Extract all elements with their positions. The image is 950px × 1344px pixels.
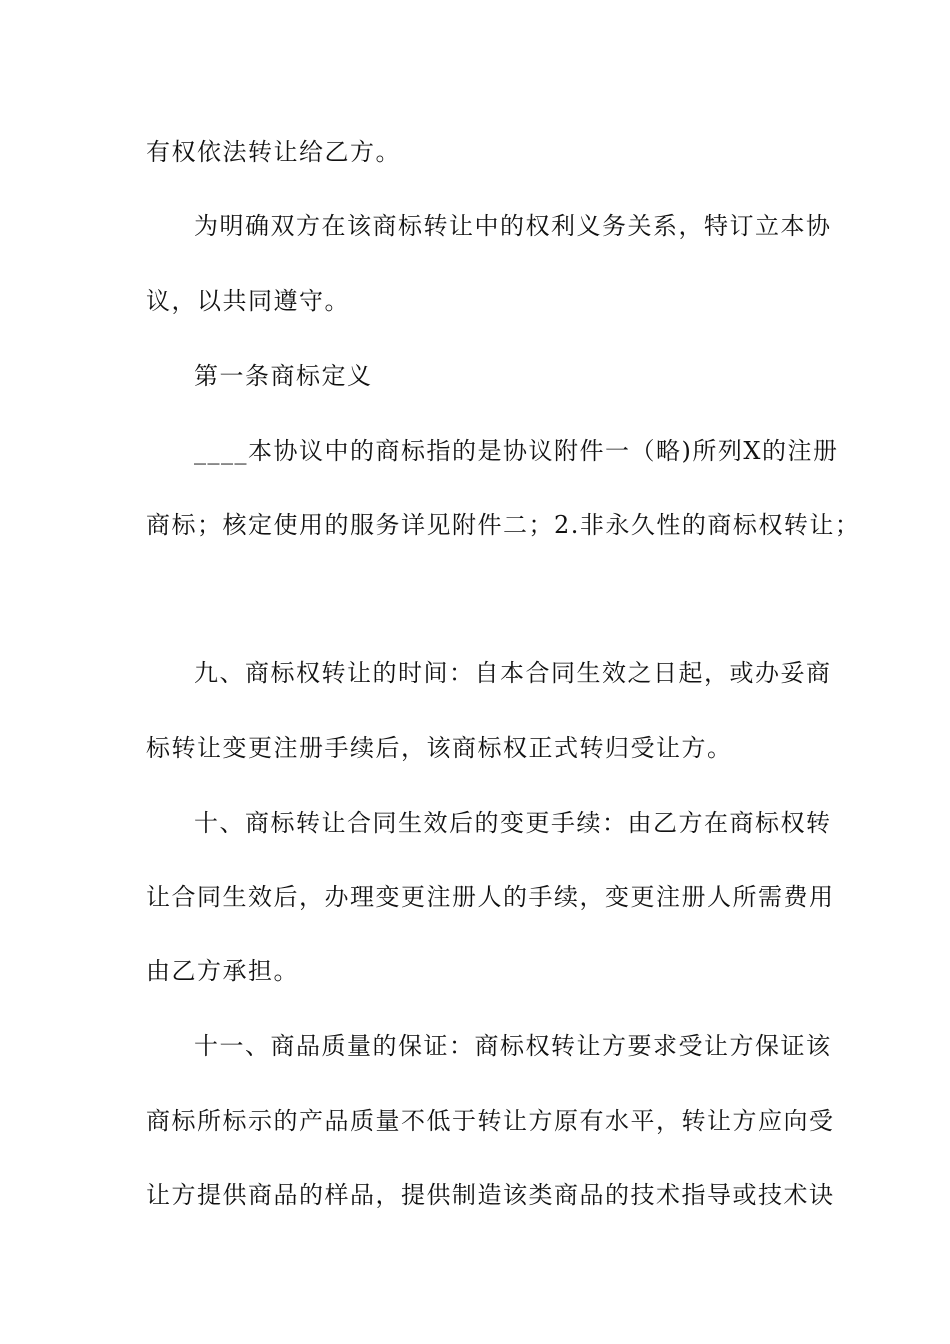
paragraph-line: 由乙方承担。: [146, 957, 299, 985]
paragraph-line: 十、商标转让合同生效后的变更手续：由乙方在商标权转: [194, 809, 832, 837]
paragraph-line: 为明确双方在该商标转让中的权利义务关系，特订立本协: [194, 212, 832, 240]
section-heading: 第一条商标定义: [194, 362, 373, 390]
paragraph-line: 商标所标示的产品质量不低于转让方原有水平，转让方应向受: [146, 1107, 835, 1135]
paragraph-line: 让合同生效后，办理变更注册人的手续，变更注册人所需费用: [146, 883, 835, 911]
paragraph-line: 让方提供商品的样品，提供制造该类商品的技术指导或技术诀: [146, 1181, 835, 1209]
paragraph-line: 九、商标权转让的时间：自本合同生效之日起，或办妥商: [194, 659, 832, 687]
paragraph-line: 标转让变更注册手续后，该商标权正式转归受让方。: [146, 734, 733, 762]
paragraph-line: 议，以共同遵守。: [146, 287, 350, 315]
paragraph-line: ____本协议中的商标指的是协议附件一（略)所列X的注册: [194, 437, 839, 465]
paragraph-line: 有权依法转让给乙方。: [146, 138, 401, 166]
paragraph-line: 商标；核定使用的服务详见附件二；2.非永久性的商标权转让；: [146, 511, 861, 539]
paragraph-line: 十一、商品质量的保证：商标权转让方要求受让方保证该: [194, 1032, 832, 1060]
